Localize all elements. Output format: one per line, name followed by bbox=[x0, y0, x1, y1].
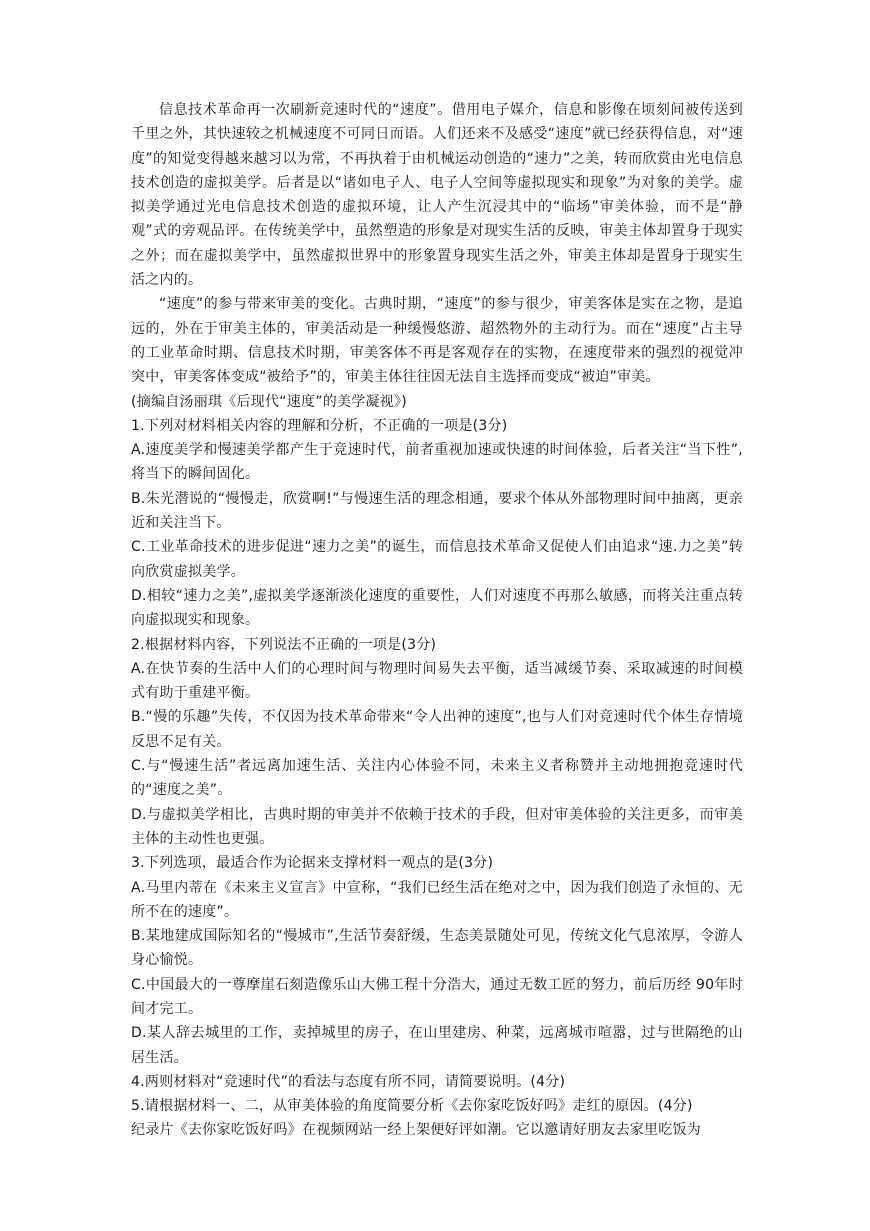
option-a: A.马里内蒂在《未来主义宣言》中宣称，“我们已经生活在绝对之中，因为我们创造了永恒的、无所不在的速度”。 bbox=[131, 879, 743, 920]
option-b: B.朱光潜说的“慢慢走，欣赏啊!”与慢速生活的理念相通，要求个体从外部物理时间中抽离，更亲近和关注当下。 bbox=[131, 490, 743, 532]
option-c: C.中国最大的一尊摩崖石刻造像乐山大佛工程十分浩大，通过无数工匠的努力，前后历经 90年时间才完工。 bbox=[131, 976, 743, 1017]
passage-paragraph-2: “速度”的参与带来审美的变化。古典时期，“速度”的参与很少，审美客体是实在之物，是追远的，外在于审美主体的，审美活动是一种缓慢悠游、超然物外的主动行为。而在“速度”占主导的工业革命时期、信息技术时期，审美客体不再是客观存在的实物，在速度带来的强烈的视觉冲突中，审美客体变成“被给予”的，审美主体往往因无法自主选择而变成“被迫”审美。 bbox=[131, 296, 743, 386]
question-stem: 3.下列选项，最适合作为论据来支撑材料一观点的是(3分) bbox=[131, 855, 494, 872]
passage-paragraph-1: 信息技术革命再一次刷新竞速时代的“速度”。借用电子媒介，信息和影像在顷刻间被传送到千里之外，其快速较之机械速度不可同日而语。人们还来不及感受“速度”就已经获得信息，对“速度”的知觉变得越来越习以为常，不再执着于由机械运动创造的“速力”之美，转而欣赏由光电信息技术创造的虚拟美学。后者是以“诸如电子人、电子人空间等虚拟现实和现象”为对象的美学。虚拟美学通过光电信息技术创造的虚拟环境，让人产生沉浸其中的“临场”审美体验，而不是“静观”式的旁观品评。在传统美学中，虽然塑造的形象是对现实生活的反映，审美主体却置身于现实之外；而在虚拟美学中，虽然虚拟世界中的形象置身现实生活之外，审美主体却是置身于现实生活之内的。 bbox=[131, 102, 743, 289]
option-a: A.在快节奏的生活中人们的心理时间与物理时间易失去平衡，适当减缓节奏、采取减速的时间模式有助于重建平衡。 bbox=[131, 660, 743, 702]
question-stem: 2.根据材料内容，下列说法不正确的一项是(3分) bbox=[131, 636, 437, 653]
option-a: A.速度美学和慢速美学都产生于竞速时代，前者重视加速或快速的时间体验，后者关注“当下性”,将当下的瞬间固化。 bbox=[131, 442, 743, 483]
option-d: D.某人辞去城里的工作，卖掉城里的房子，在山里建房、种菜，远离城市喧嚣，过与世隔绝的山居生活。 bbox=[131, 1025, 743, 1066]
option-d: D.与虚拟美学相比，古典时期的审美并不依赖于技术的手段，但对审美体验的关注更多，而审美主体的主动性也更强。 bbox=[131, 806, 743, 847]
reading-content bbox=[131, 98, 743, 1143]
option-c: C.与“慢速生活”者远离加速生活、关注内心体验不同，未来主义者称赞并主动地拥抱竞速时代的“速度之美”。 bbox=[131, 758, 743, 799]
question-5-stem: 5.请根据材料一、二，从审美体验的角度简要分析《去你家吃饭好吗》走红的原因。(4分) bbox=[131, 1098, 693, 1115]
option-b: B.“慢的乐趣”失传，不仅因为技术革命带来“令人出神的速度”,也与人们对竞速时代个体生存情境反思不足有关。 bbox=[131, 709, 743, 750]
question-2 bbox=[131, 633, 743, 852]
trailing-material-text: 纪录片《去你家吃饭好吗》在视频网站一经上架便好评如潮。它以邀请好朋友去家里吃饭为 bbox=[131, 1122, 701, 1139]
passage-source: (摘编自汤丽琪《后现代“速度”的美学凝视》) bbox=[131, 393, 407, 410]
option-b: B.某地建成国际知名的“慢城市”,生活节奏舒缓，生态美景随处可见，传统文化气息浓厚，令游人身心愉悦。 bbox=[131, 928, 743, 969]
question-3 bbox=[131, 851, 743, 1070]
question-4-stem: 4.两则材料对“竞速时代”的看法与态度有所不同，请简要说明。(4分) bbox=[131, 1073, 566, 1090]
question-1 bbox=[131, 414, 743, 633]
option-c: C.工业革命技术的进步促进“速力之美”的诞生，而信息技术革命又促使人们由追求“速.力之美”转向欣赏虚拟美学。 bbox=[131, 539, 743, 580]
question-stem: 1.下列对材料相关内容的理解和分析，不正确的一项是(3分) bbox=[131, 417, 508, 434]
option-d: D.相较“速力之美”,虚拟美学逐渐淡化速度的重要性，人们对速度不再那么敏感，而将关注重点转向虚拟现实和现象。 bbox=[131, 587, 743, 629]
